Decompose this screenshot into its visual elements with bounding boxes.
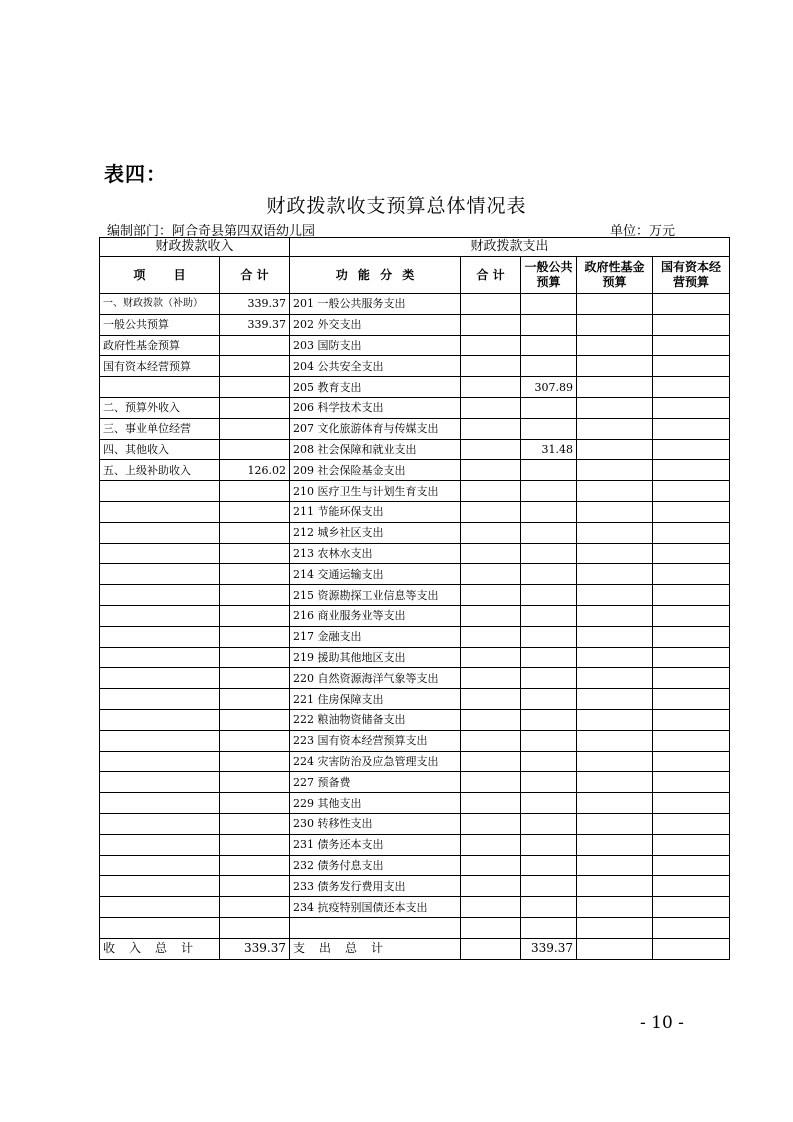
table-row <box>100 522 730 543</box>
general-budget-cell <box>521 813 577 834</box>
fund-budget-cell <box>577 897 653 918</box>
income-item-cell <box>100 876 220 897</box>
income-amount-cell <box>220 481 290 502</box>
function-category-cell: 201 一般公共服务支出 <box>290 294 461 315</box>
income-item-cell <box>100 730 220 751</box>
function-category-cell: 209 社会保险基金支出 <box>290 460 461 481</box>
function-category-cell <box>290 917 461 938</box>
general-budget-cell <box>521 772 577 793</box>
expense-total-cell <box>461 543 521 564</box>
fund-budget-cell <box>577 439 653 460</box>
function-category-cell: 224 灾害防治及应急管理支出 <box>290 751 461 772</box>
function-category-cell: 206 科学技术支出 <box>290 397 461 418</box>
general-budget-cell <box>521 314 577 335</box>
fund-budget-cell <box>577 335 653 356</box>
table-row <box>100 668 730 689</box>
fund-budget-cell <box>577 772 653 793</box>
expense-total-cell <box>461 335 521 356</box>
table-row <box>100 605 730 626</box>
state-capital-cell <box>653 314 730 335</box>
table-row <box>100 813 730 834</box>
general-total-amount: 339.37 <box>521 938 577 959</box>
expense-total-cell <box>461 855 521 876</box>
state-total-amount <box>653 938 730 959</box>
general-budget-cell <box>521 564 577 585</box>
state-capital-cell <box>653 751 730 772</box>
state-capital-cell <box>653 397 730 418</box>
col-item-header: 项 目 <box>100 257 220 294</box>
col-category-header: 功 能 分 类 <box>290 257 461 294</box>
general-budget-cell <box>521 418 577 439</box>
col-state-header: 国有资本经营预算 <box>653 257 730 294</box>
state-capital-cell <box>653 668 730 689</box>
general-budget-cell <box>521 834 577 855</box>
expense-total-cell <box>461 917 521 938</box>
state-capital-cell <box>653 439 730 460</box>
expense-total-cell <box>461 772 521 793</box>
col-fund-header: 政府性基金预算 <box>577 257 653 294</box>
general-budget-cell <box>521 605 577 626</box>
income-item-cell <box>100 522 220 543</box>
expense-total-cell <box>461 501 521 522</box>
function-category-cell: 222 粮油物资储备支出 <box>290 709 461 730</box>
table-row <box>100 585 730 606</box>
income-item-cell <box>100 772 220 793</box>
general-budget-cell <box>521 397 577 418</box>
income-amount-cell <box>220 543 290 564</box>
table-row <box>100 564 730 585</box>
income-total-amount: 339.37 <box>220 938 290 959</box>
fund-budget-cell <box>577 564 653 585</box>
expense-total-cell <box>461 377 521 398</box>
function-category-cell: 208 社会保障和就业支出 <box>290 439 461 460</box>
table-row <box>100 626 730 647</box>
income-amount-cell <box>220 626 290 647</box>
state-capital-cell <box>653 813 730 834</box>
general-budget-cell <box>521 876 577 897</box>
function-category-cell: 219 援助其他地区支出 <box>290 647 461 668</box>
fund-budget-cell <box>577 377 653 398</box>
general-budget-cell <box>521 855 577 876</box>
expense-total-cell <box>461 689 521 710</box>
income-amount-cell <box>220 585 290 606</box>
state-capital-cell <box>653 460 730 481</box>
general-budget-cell <box>521 689 577 710</box>
table-heading: 表四： <box>104 162 167 186</box>
fund-budget-cell <box>577 813 653 834</box>
state-capital-cell <box>653 294 730 315</box>
income-item-cell <box>100 481 220 502</box>
function-category-cell: 204 公共安全支出 <box>290 356 461 377</box>
income-amount-cell <box>220 668 290 689</box>
function-category-cell: 215 资源勘探工业信息等支出 <box>290 585 461 606</box>
state-capital-cell <box>653 418 730 439</box>
income-item-cell <box>100 751 220 772</box>
table-row <box>100 460 730 481</box>
expense-total-cell <box>461 522 521 543</box>
expense-group-header: 财政拨款支出 <box>290 238 730 257</box>
general-budget-cell <box>521 294 577 315</box>
state-capital-cell <box>653 917 730 938</box>
function-category-cell: 220 自然资源海洋气象等支出 <box>290 668 461 689</box>
fund-budget-cell <box>577 481 653 502</box>
state-capital-cell <box>653 834 730 855</box>
income-amount-cell <box>220 897 290 918</box>
expense-total-cell <box>461 481 521 502</box>
col-general-header: 一般公共预算 <box>521 257 577 294</box>
expense-total-cell <box>461 668 521 689</box>
fund-budget-cell <box>577 855 653 876</box>
expense-total-cell <box>461 605 521 626</box>
expense-total-cell <box>461 356 521 377</box>
function-category-cell: 207 文化旅游体育与传媒支出 <box>290 418 461 439</box>
table-row <box>100 501 730 522</box>
fund-budget-cell <box>577 605 653 626</box>
fund-budget-cell <box>577 626 653 647</box>
expense-total-cell <box>461 418 521 439</box>
table-row <box>100 356 730 377</box>
state-capital-cell <box>653 876 730 897</box>
function-category-cell: 223 国有资本经营预算支出 <box>290 730 461 751</box>
function-category-cell: 214 交通运输支出 <box>290 564 461 585</box>
state-capital-cell <box>653 501 730 522</box>
expense-total-cell <box>461 314 521 335</box>
table-row <box>100 294 730 315</box>
income-group-header: 财政拨款收入 <box>100 238 290 257</box>
fund-budget-cell <box>577 397 653 418</box>
state-capital-cell <box>653 730 730 751</box>
general-budget-cell <box>521 751 577 772</box>
fund-budget-cell <box>577 647 653 668</box>
general-budget-cell <box>521 460 577 481</box>
department-label: 编制部门：阿合奇县第四双语幼儿园 <box>107 224 316 239</box>
function-category-cell: 233 债务发行费用支出 <box>290 876 461 897</box>
income-amount-cell <box>220 793 290 814</box>
income-item-cell <box>100 585 220 606</box>
income-item-cell <box>100 917 220 938</box>
general-budget-cell <box>521 897 577 918</box>
fund-budget-cell <box>577 834 653 855</box>
state-capital-cell <box>653 543 730 564</box>
income-amount-cell <box>220 522 290 543</box>
general-budget-cell: 307.89 <box>521 377 577 398</box>
expense-total-cell <box>461 813 521 834</box>
fund-budget-cell <box>577 793 653 814</box>
income-total-label: 收入总计 <box>100 938 220 959</box>
function-category-cell: 205 教育支出 <box>290 377 461 398</box>
income-amount-cell <box>220 772 290 793</box>
income-amount-cell <box>220 335 290 356</box>
table-row <box>100 377 730 398</box>
state-capital-cell <box>653 564 730 585</box>
function-category-cell: 212 城乡社区支出 <box>290 522 461 543</box>
expense-total-cell <box>461 876 521 897</box>
expense-total-cell <box>461 439 521 460</box>
state-capital-cell <box>653 897 730 918</box>
income-amount-cell <box>220 813 290 834</box>
col-total-header: 合 计 <box>220 257 290 294</box>
state-capital-cell <box>653 647 730 668</box>
expense-total-label: 支出总计 <box>290 938 461 959</box>
state-capital-cell <box>653 689 730 710</box>
income-amount-cell <box>220 855 290 876</box>
income-amount-cell: 339.37 <box>220 314 290 335</box>
income-amount-cell <box>220 418 290 439</box>
state-capital-cell <box>653 605 730 626</box>
income-amount-cell <box>220 605 290 626</box>
function-category-cell: 229 其他支出 <box>290 793 461 814</box>
general-budget-cell <box>521 668 577 689</box>
income-item-cell <box>100 689 220 710</box>
page-number: - 10 - <box>640 1013 684 1033</box>
income-item-cell <box>100 543 220 564</box>
income-amount-cell <box>220 647 290 668</box>
table-row <box>100 855 730 876</box>
income-item-cell <box>100 834 220 855</box>
income-amount-cell <box>220 730 290 751</box>
table-row <box>100 689 730 710</box>
general-budget-cell <box>521 709 577 730</box>
expense-total-cell <box>461 647 521 668</box>
income-item-cell: 四、其他收入 <box>100 439 220 460</box>
income-item-cell <box>100 377 220 398</box>
expense-total-cell <box>461 397 521 418</box>
function-category-cell: 230 转移性支出 <box>290 813 461 834</box>
expense-total-cell <box>461 460 521 481</box>
income-amount-cell <box>220 834 290 855</box>
income-amount-cell <box>220 917 290 938</box>
function-category-cell: 221 住房保障支出 <box>290 689 461 710</box>
state-capital-cell <box>653 626 730 647</box>
general-budget-cell <box>521 522 577 543</box>
fund-budget-cell <box>577 730 653 751</box>
income-amount-cell <box>220 751 290 772</box>
table-row <box>100 647 730 668</box>
general-budget-cell <box>521 481 577 502</box>
fund-total-amount <box>577 938 653 959</box>
expense-total-cell <box>461 294 521 315</box>
fund-budget-cell <box>577 314 653 335</box>
fund-budget-cell <box>577 543 653 564</box>
general-budget-cell <box>521 730 577 751</box>
expense-total-cell <box>461 730 521 751</box>
fund-budget-cell <box>577 501 653 522</box>
table-row <box>100 876 730 897</box>
expense-total-cell <box>461 793 521 814</box>
fund-budget-cell <box>577 876 653 897</box>
state-capital-cell <box>653 585 730 606</box>
income-item-cell <box>100 668 220 689</box>
expense-total-cell <box>461 585 521 606</box>
table-row <box>100 481 730 502</box>
income-item-cell: 三、事业单位经营 <box>100 418 220 439</box>
function-category-cell: 234 抗疫特别国债还本支出 <box>290 897 461 918</box>
table-row <box>100 439 730 460</box>
income-amount-cell <box>220 439 290 460</box>
table-row <box>100 418 730 439</box>
general-budget-cell <box>521 793 577 814</box>
fund-budget-cell <box>577 668 653 689</box>
income-item-cell <box>100 813 220 834</box>
general-budget-cell <box>521 917 577 938</box>
table-row <box>100 793 730 814</box>
income-item-cell <box>100 855 220 876</box>
fund-budget-cell <box>577 460 653 481</box>
fund-budget-cell <box>577 751 653 772</box>
income-item-cell <box>100 709 220 730</box>
income-item-cell: 一般公共预算 <box>100 314 220 335</box>
fund-budget-cell <box>577 709 653 730</box>
fund-budget-cell <box>577 294 653 315</box>
state-capital-cell <box>653 772 730 793</box>
function-category-cell: 216 商业服务业等支出 <box>290 605 461 626</box>
group-header-row <box>100 238 730 257</box>
state-capital-cell <box>653 356 730 377</box>
income-item-cell: 五、上级补助收入 <box>100 460 220 481</box>
general-budget-cell <box>521 626 577 647</box>
state-capital-cell <box>653 522 730 543</box>
general-budget-cell <box>521 585 577 606</box>
income-item-cell <box>100 897 220 918</box>
function-category-cell: 232 债务付息支出 <box>290 855 461 876</box>
function-category-cell: 213 农林水支出 <box>290 543 461 564</box>
income-amount-cell <box>220 356 290 377</box>
table-row <box>100 397 730 418</box>
income-item-cell: 二、预算外收入 <box>100 397 220 418</box>
state-capital-cell <box>653 335 730 356</box>
table-row <box>100 834 730 855</box>
income-item-cell <box>100 605 220 626</box>
table-row <box>100 772 730 793</box>
general-budget-cell: 31.48 <box>521 439 577 460</box>
fund-budget-cell <box>577 689 653 710</box>
table-row <box>100 730 730 751</box>
income-amount-cell <box>220 501 290 522</box>
income-amount-cell <box>220 564 290 585</box>
function-category-cell: 203 国防支出 <box>290 335 461 356</box>
income-amount-cell <box>220 709 290 730</box>
expense-total-cell <box>461 564 521 585</box>
state-capital-cell <box>653 855 730 876</box>
fund-budget-cell <box>577 917 653 938</box>
income-amount-cell <box>220 876 290 897</box>
page-title: 财政拨款收支预算总体情况表 <box>266 195 527 217</box>
table-row <box>100 335 730 356</box>
general-budget-cell <box>521 501 577 522</box>
col-exp-total-header: 合 计 <box>461 257 521 294</box>
state-capital-cell <box>653 709 730 730</box>
general-budget-cell <box>521 647 577 668</box>
expense-total-cell <box>461 709 521 730</box>
state-capital-cell <box>653 377 730 398</box>
function-category-cell: 231 债务还本支出 <box>290 834 461 855</box>
expense-total-cell <box>461 834 521 855</box>
income-item-cell <box>100 647 220 668</box>
table-row <box>100 917 730 938</box>
function-category-cell: 227 预备费 <box>290 772 461 793</box>
table-row <box>100 897 730 918</box>
table-row <box>100 314 730 335</box>
total-row <box>100 938 730 959</box>
state-capital-cell <box>653 481 730 502</box>
income-item-cell: 一、财政拨款（补助） <box>100 294 220 315</box>
general-budget-cell <box>521 356 577 377</box>
unit-label: 单位：万元 <box>610 224 676 239</box>
income-item-cell <box>100 626 220 647</box>
state-capital-cell <box>653 793 730 814</box>
table-row <box>100 543 730 564</box>
expense-total-cell <box>461 897 521 918</box>
expense-total-amount <box>461 938 521 959</box>
budget-table <box>99 237 730 960</box>
income-amount-cell <box>220 689 290 710</box>
table-row <box>100 709 730 730</box>
function-category-cell: 211 节能环保支出 <box>290 501 461 522</box>
fund-budget-cell <box>577 356 653 377</box>
income-amount-cell <box>220 397 290 418</box>
table-row <box>100 751 730 772</box>
income-amount-cell: 339.37 <box>220 294 290 315</box>
general-budget-cell <box>521 543 577 564</box>
expense-total-cell <box>461 626 521 647</box>
column-header-row <box>100 257 730 294</box>
function-category-cell: 210 医疗卫生与计划生育支出 <box>290 481 461 502</box>
expense-total-cell <box>461 751 521 772</box>
income-item-cell <box>100 564 220 585</box>
fund-budget-cell <box>577 585 653 606</box>
income-item-cell <box>100 501 220 522</box>
fund-budget-cell <box>577 522 653 543</box>
income-item-cell: 国有资本经营预算 <box>100 356 220 377</box>
income-item-cell: 政府性基金预算 <box>100 335 220 356</box>
income-item-cell <box>100 793 220 814</box>
general-budget-cell <box>521 335 577 356</box>
fund-budget-cell <box>577 418 653 439</box>
function-category-cell: 202 外交支出 <box>290 314 461 335</box>
function-category-cell: 217 金融支出 <box>290 626 461 647</box>
income-amount-cell: 126.02 <box>220 460 290 481</box>
income-amount-cell <box>220 377 290 398</box>
